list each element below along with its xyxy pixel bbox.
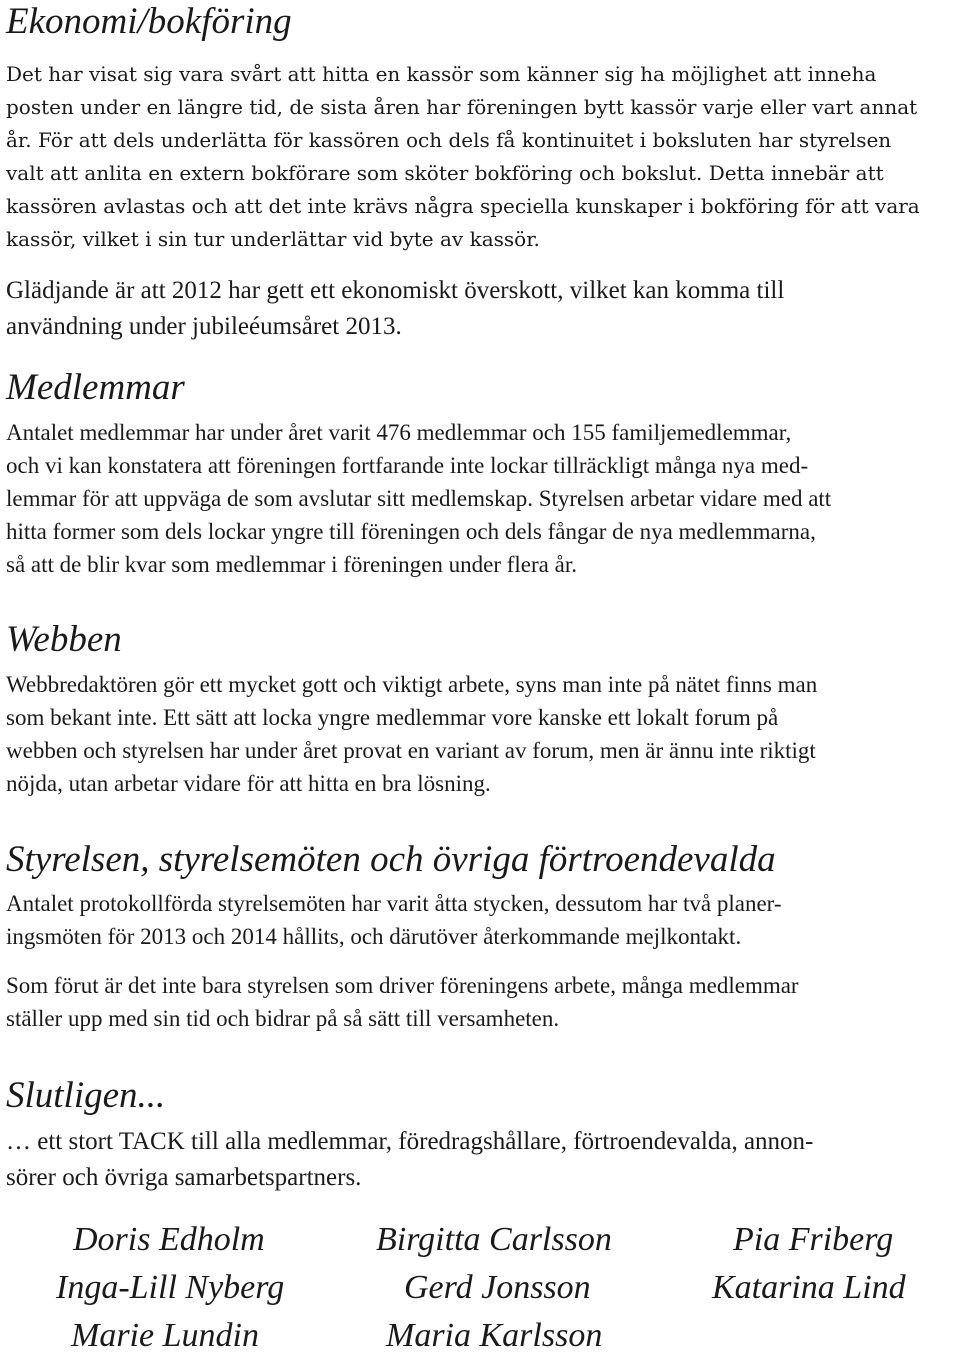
- signature-name: Birgitta Carlsson: [376, 1221, 612, 1258]
- text-line: kassören avlastas och att det inte krävs några speciella kunskaper i bokföring för att vara: [6, 194, 920, 218]
- text-line: posten under en längre tid, de sista åren har föreningen bytt kassör varje eller vart annat: [6, 95, 918, 119]
- text-line: webben och styrelsen har under året provat en variant av forum, men är ännu inte riktigt: [6, 738, 816, 763]
- paragraph-webben: [6, 668, 956, 800]
- text-line: kassör, vilket i sin tur underlättar vid byte av kassör.: [6, 227, 540, 251]
- text-line: och vi kan konstatera att föreningen fortfarande inte lockar tillräckligt många nya med-: [6, 453, 809, 478]
- signature-name: Gerd Jonsson: [404, 1269, 591, 1306]
- signature-name: Inga-Lill Nyberg: [56, 1269, 285, 1306]
- text-line: år. För att dels underlätta för kassören och dels få kontinuitet i boksluten har styrelsen: [6, 128, 892, 152]
- signature-name: Doris Edholm: [73, 1221, 265, 1258]
- heading-medlemmar: Medlemmar: [6, 367, 185, 408]
- signature-name: Pia Friberg: [733, 1221, 894, 1258]
- paragraph-slutligen: [6, 1124, 956, 1196]
- text-line: Glädjande är att 2012 har gett ett ekonomiskt överskott, vilket kan komma till: [6, 277, 785, 304]
- text-line: lemmar för att uppväga de som avslutar sitt medlemskap. Styrelsen arbetar vidare med att: [6, 486, 832, 511]
- heading-slutligen: Slutligen...: [6, 1075, 166, 1116]
- paragraph-ekonomi-2: [6, 273, 956, 345]
- paragraph-styrelsen-2: [6, 969, 956, 1035]
- heading-webben: Webben: [6, 619, 122, 660]
- text-line: ställer upp med sin tid och bidrar på så sätt till versamheten.: [6, 1006, 560, 1031]
- heading-ekonomi: Ekonomi/bokföring: [6, 1, 292, 42]
- paragraph-medlemmar: [6, 416, 956, 581]
- text-line: hitta former som dels lockar yngre till föreningen och dels fångar de nya medlemmarna,: [6, 519, 816, 544]
- text-line: Antalet protokollförda styrelsemöten har varit åtta stycken, dessutom har två planer-: [6, 891, 782, 916]
- text-line: sörer och övriga samarbetspartners.: [6, 1164, 362, 1191]
- text-line: valt att anlita en extern bokförare som sköter bokföring och bokslut. Detta innebär att: [6, 161, 884, 185]
- text-line: ingsmöten för 2013 och 2014 hållits, och därutöver återkommande mejlkontakt.: [6, 924, 742, 949]
- text-line: Som förut är det inte bara styrelsen som driver föreningens arbete, många medlemmar: [6, 973, 799, 998]
- text-line: så att de blir kvar som medlemmar i föreningen under flera år.: [6, 552, 577, 577]
- text-line: … ett stort TACK till alla medlemmar, föredragshållare, förtroendevalda, annon-: [6, 1128, 814, 1155]
- paragraph-ekonomi-1: [6, 58, 956, 256]
- text-line: Webbredaktören gör ett mycket gott och viktigt arbete, syns man inte på nätet finns man: [6, 672, 818, 697]
- heading-styrelsen: Styrelsen, styrelsemöten och övriga förtroendevalda: [6, 839, 776, 880]
- text-line: nöjda, utan arbetar vidare för att hitta en bra lösning.: [6, 771, 491, 796]
- signature-name: Marie Lundin: [71, 1317, 259, 1354]
- text-line: Det har visat sig vara svårt att hitta en kassör som känner sig ha möjlighet att inneha: [6, 62, 877, 86]
- text-line: användning under jubileéumsåret 2013.: [6, 313, 402, 340]
- text-line: som bekant inte. Ett sätt att locka yngre medlemmar vore kanske ett lokalt forum på: [6, 705, 779, 730]
- paragraph-styrelsen-1: [6, 887, 956, 953]
- text-line: Antalet medlemmar har under året varit 476 medlemmar och 155 familjemedlemmar,: [6, 420, 792, 445]
- signature-name: Katarina Lind: [712, 1269, 906, 1306]
- signature-name: Maria Karlsson: [386, 1317, 603, 1354]
